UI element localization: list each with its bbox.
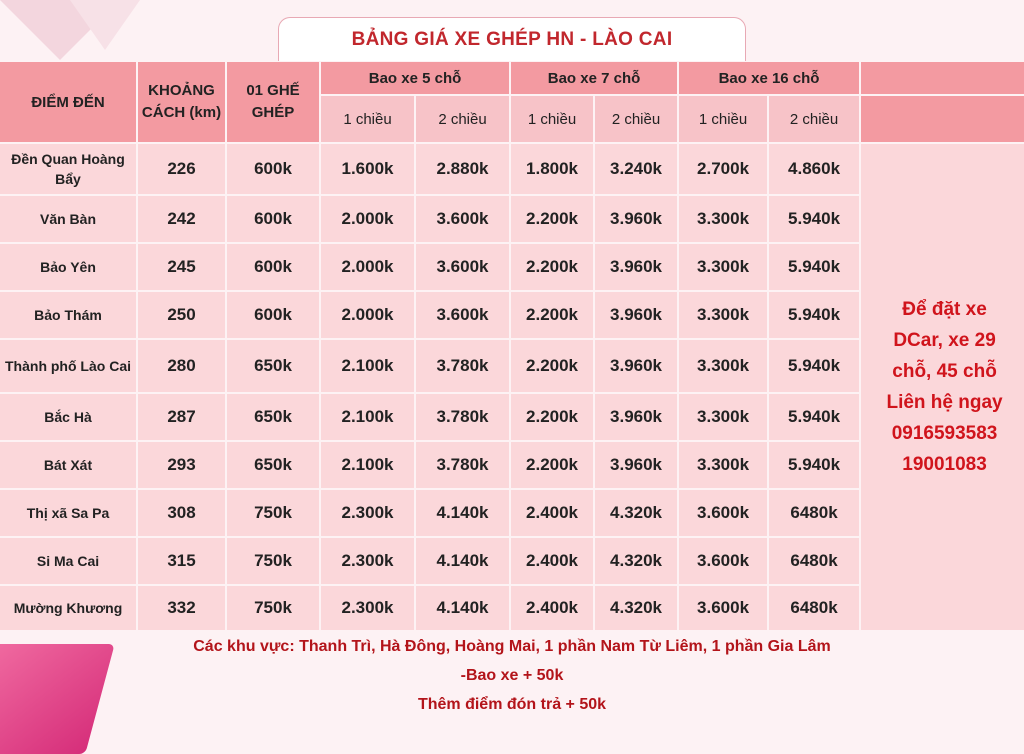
seat-price-cell: 600k: [227, 244, 319, 290]
seat-price-cell: 600k: [227, 292, 319, 338]
price-cell: 3.960k: [595, 340, 677, 392]
price-cell: 3.600k: [416, 244, 509, 290]
destination-cell: Si Ma Cai: [0, 538, 136, 584]
price-cell: 4.860k: [769, 144, 859, 194]
header-blank: [861, 62, 1024, 94]
distance-cell: 332: [138, 586, 225, 630]
price-cell: 2.000k: [321, 244, 414, 290]
price-cell: 3.300k: [679, 244, 767, 290]
seat-price-cell: 650k: [227, 394, 319, 440]
price-cell: 4.140k: [416, 538, 509, 584]
price-cell: 2.300k: [321, 538, 414, 584]
header-group-5: Bao xe 5 chỗ: [321, 62, 509, 94]
price-cell: 4.320k: [595, 586, 677, 630]
price-cell: 4.140k: [416, 586, 509, 630]
destination-cell: Bảo Thám: [0, 292, 136, 338]
footer-line: Thêm điểm đón trả + 50k: [417, 696, 607, 713]
price-cell: 3.300k: [679, 340, 767, 392]
price-cell: 5.940k: [769, 340, 859, 392]
contact-line: DCar, xe 29: [893, 330, 996, 351]
seat-price-cell: 600k: [227, 196, 319, 242]
price-cell: 1.600k: [321, 144, 414, 194]
contact-line: 19001083: [902, 454, 987, 475]
seat-price-cell: 650k: [227, 442, 319, 488]
distance-cell: 315: [138, 538, 225, 584]
price-cell: 5.940k: [769, 244, 859, 290]
price-cell: 2.200k: [511, 292, 593, 338]
price-cell: 2.200k: [511, 196, 593, 242]
price-cell: 3.300k: [679, 442, 767, 488]
price-cell: 3.600k: [679, 538, 767, 584]
price-cell: 1.800k: [511, 144, 593, 194]
table-row: [0, 144, 1024, 194]
distance-cell: 293: [138, 442, 225, 488]
price-cell: 3.300k: [679, 196, 767, 242]
price-cell: 6480k: [769, 490, 859, 536]
price-cell: 2.400k: [511, 490, 593, 536]
subheader-5-one-way: 1 chiều: [321, 96, 414, 142]
footer-line: Các khu vực: Thanh Trì, Hà Đông, Hoàng Mai, 1 phần Nam Từ Liêm, 1 phần Gia Lâm: [193, 638, 831, 655]
distance-cell: 287: [138, 394, 225, 440]
header-destination: ĐIỂM ĐẾN: [0, 62, 136, 142]
header-seat: 01 GHẾ GHÉP: [227, 62, 319, 142]
page-title: BẢNG GIÁ XE GHÉP HN - LÀO CAI: [351, 28, 673, 50]
price-cell: 3.960k: [595, 196, 677, 242]
price-cell: 3.780k: [416, 442, 509, 488]
destination-cell: Thành phố Lào Cai: [0, 340, 136, 392]
destination-cell: Bắc Hà: [0, 394, 136, 440]
contact-line: 0916593583: [891, 423, 998, 444]
price-cell: 2.000k: [321, 292, 414, 338]
price-cell: 3.600k: [416, 292, 509, 338]
price-cell: 3.600k: [679, 490, 767, 536]
price-table: [0, 60, 1024, 632]
destination-cell: Đền Quan Hoàng Bẩy: [0, 144, 136, 194]
price-cell: 3.780k: [416, 394, 509, 440]
price-cell: 3.240k: [595, 144, 677, 194]
header-group-16: Bao xe 16 chỗ: [679, 62, 859, 94]
subheader-16-round-trip: 2 chiều: [769, 96, 859, 142]
footer-line: -Bao xe + 50k: [460, 667, 564, 684]
contact-note: [861, 144, 1024, 630]
seat-price-cell: 600k: [227, 144, 319, 194]
price-cell: 4.140k: [416, 490, 509, 536]
price-cell: 3.300k: [679, 394, 767, 440]
price-cell: 2.300k: [321, 586, 414, 630]
subheader-16-one-way: 1 chiều: [679, 96, 767, 142]
seat-price-cell: 650k: [227, 340, 319, 392]
price-cell: 2.200k: [511, 442, 593, 488]
header-group-7: Bao xe 7 chỗ: [511, 62, 677, 94]
header-distance: KHOẢNG CÁCH (km): [138, 62, 225, 142]
distance-cell: 308: [138, 490, 225, 536]
destination-cell: Văn Bàn: [0, 196, 136, 242]
destination-cell: Mường Khương: [0, 586, 136, 630]
destination-cell: Bảo Yên: [0, 244, 136, 290]
subheader-7-one-way: 1 chiều: [511, 96, 593, 142]
price-cell: 2.200k: [511, 244, 593, 290]
price-cell: 2.000k: [321, 196, 414, 242]
price-cell: 2.400k: [511, 586, 593, 630]
price-cell: 2.300k: [321, 490, 414, 536]
price-cell: 2.880k: [416, 144, 509, 194]
price-cell: 3.780k: [416, 340, 509, 392]
contact-line: Liên hệ ngay: [886, 392, 1003, 413]
price-cell: 2.200k: [511, 340, 593, 392]
price-cell: 6480k: [769, 538, 859, 584]
subheader-7-round-trip: 2 chiều: [595, 96, 677, 142]
destination-cell: Thị xã Sa Pa: [0, 490, 136, 536]
price-cell: 3.960k: [595, 244, 677, 290]
destination-cell: Bát Xát: [0, 442, 136, 488]
seat-price-cell: 750k: [227, 490, 319, 536]
price-cell: 2.100k: [321, 340, 414, 392]
price-cell: 4.320k: [595, 538, 677, 584]
contact-line: Để đặt xe: [902, 299, 987, 320]
seat-price-cell: 750k: [227, 586, 319, 630]
price-cell: 2.700k: [679, 144, 767, 194]
distance-cell: 242: [138, 196, 225, 242]
price-cell: 3.300k: [679, 292, 767, 338]
price-cell: 5.940k: [769, 394, 859, 440]
distance-cell: 245: [138, 244, 225, 290]
price-cell: 5.940k: [769, 196, 859, 242]
price-cell: 2.200k: [511, 394, 593, 440]
contact-line: chỗ, 45 chỗ: [892, 361, 997, 382]
header-blank: [861, 96, 1024, 142]
price-cell: 5.940k: [769, 442, 859, 488]
seat-price-cell: 750k: [227, 538, 319, 584]
price-cell: 6480k: [769, 586, 859, 630]
distance-cell: 226: [138, 144, 225, 194]
price-cell: 3.960k: [595, 292, 677, 338]
decor-triangle: [70, 0, 140, 50]
price-cell: 2.100k: [321, 394, 414, 440]
subheader-5-round-trip: 2 chiều: [416, 96, 509, 142]
price-cell: 2.100k: [321, 442, 414, 488]
distance-cell: 280: [138, 340, 225, 392]
price-cell: 3.600k: [679, 586, 767, 630]
footer-notes: [0, 632, 1024, 719]
distance-cell: 250: [138, 292, 225, 338]
price-cell: 4.320k: [595, 490, 677, 536]
price-cell: 3.960k: [595, 394, 677, 440]
title-banner: [278, 17, 746, 61]
price-cell: 3.600k: [416, 196, 509, 242]
price-cell: 3.960k: [595, 442, 677, 488]
price-cell: 5.940k: [769, 292, 859, 338]
price-cell: 2.400k: [511, 538, 593, 584]
